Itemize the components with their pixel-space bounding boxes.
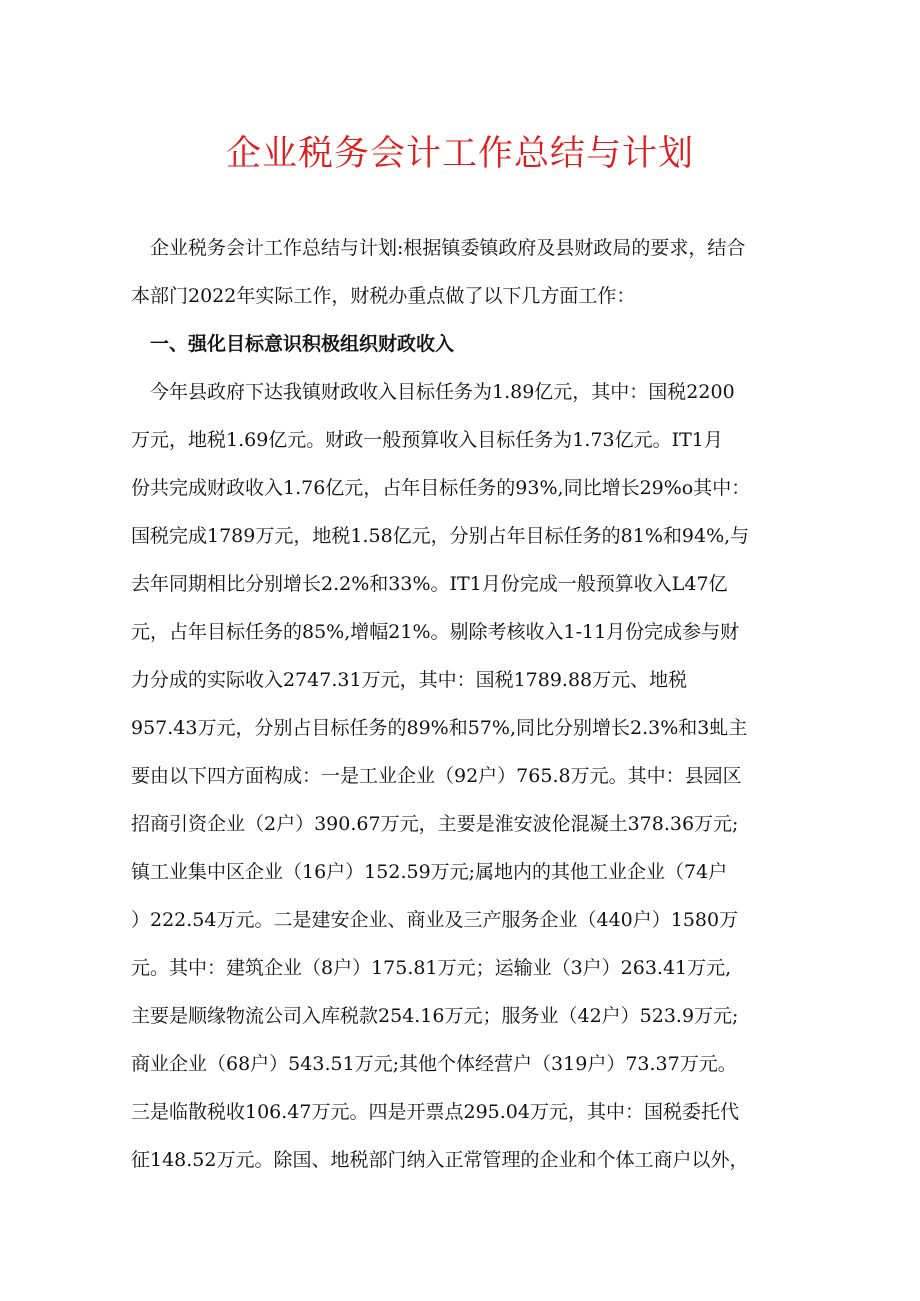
paragraph-line: 要由以下四方面构成：一是工业企业（92户）765.8万元。其中：县园区 xyxy=(131,765,742,787)
paragraph-line: 商业企业（68户）543.51万元;其他个体经营户（319户）73.37万元。 xyxy=(131,1053,737,1075)
paragraph-line: 元。其中：建筑企业（8户）175.81万元；运输业（3户）263.41万元, xyxy=(131,957,732,979)
section-heading: 一、强化目标意识积极组织财政收入 xyxy=(150,333,455,355)
paragraph-line: 镇工业集中区企业（16户）152.59万元;属地内的其他工业企业（74户 xyxy=(131,861,728,883)
paragraph-line: 招商引资企业（2户）390.67万元，主要是淮安波伦混凝土378.36万元; xyxy=(131,813,739,835)
paragraph-line: 去年同期相比分别增长2.2%和33%。IT1月份完成一般预算收入L47亿 xyxy=(131,573,728,595)
paragraph-line: 力分成的实际收入2747.31万元，其中：国税1789.88万元、地税 xyxy=(131,669,688,691)
paragraph-line: 主要是顺缘物流公司入库税款254.16万元；服务业（42户）523.9万元; xyxy=(131,1005,739,1027)
paragraph-line: 国税完成1789万元，地税1.58亿元，分别占年目标任务的81%和94%,与 xyxy=(131,525,750,547)
paragraph-line: 万元，地税1.69亿元。财政一般预算收入目标任务为1.73亿元。IT1月 xyxy=(131,429,723,451)
document-title: 企业税务会计工作总结与计划 xyxy=(225,134,694,174)
paragraph-line: 份共完成财政收入1.76亿元，占年目标任务的93%,同比增长29%o其中： xyxy=(131,477,751,499)
paragraph-line: 本部门2022年实际工作，财税办重点做了以下几方面工作： xyxy=(131,285,636,307)
document-body xyxy=(131,224,803,1184)
paragraph-line: 三是临散税收106.47万元。四是开票点295.04万元，其中：国税委托代 xyxy=(131,1101,739,1123)
paragraph-line: ）222.54万元。二是建安企业、商业及三产服务企业（440户）1580万 xyxy=(131,909,739,931)
paragraph-line: 957.43万元，分别占目标任务的89%和57%,同比分别增长2.3%和3虬主 xyxy=(131,717,748,739)
paragraph-line: 今年县政府下达我镇财政收入目标任务为1.89亿元，其中：国税2200 xyxy=(150,381,735,403)
paragraph-line: 征148.52万元。除国、地税部门纳入正常管理的企业和个体工商户以外， xyxy=(131,1149,749,1171)
paragraph-line: 元，占年目标任务的85%,增幅21%。剔除考核收入1-11月份完成参与财 xyxy=(131,621,740,643)
paragraph-line: 企业税务会计工作总结与计划:根据镇委镇政府及县财政局的要求，结合 xyxy=(150,237,746,259)
